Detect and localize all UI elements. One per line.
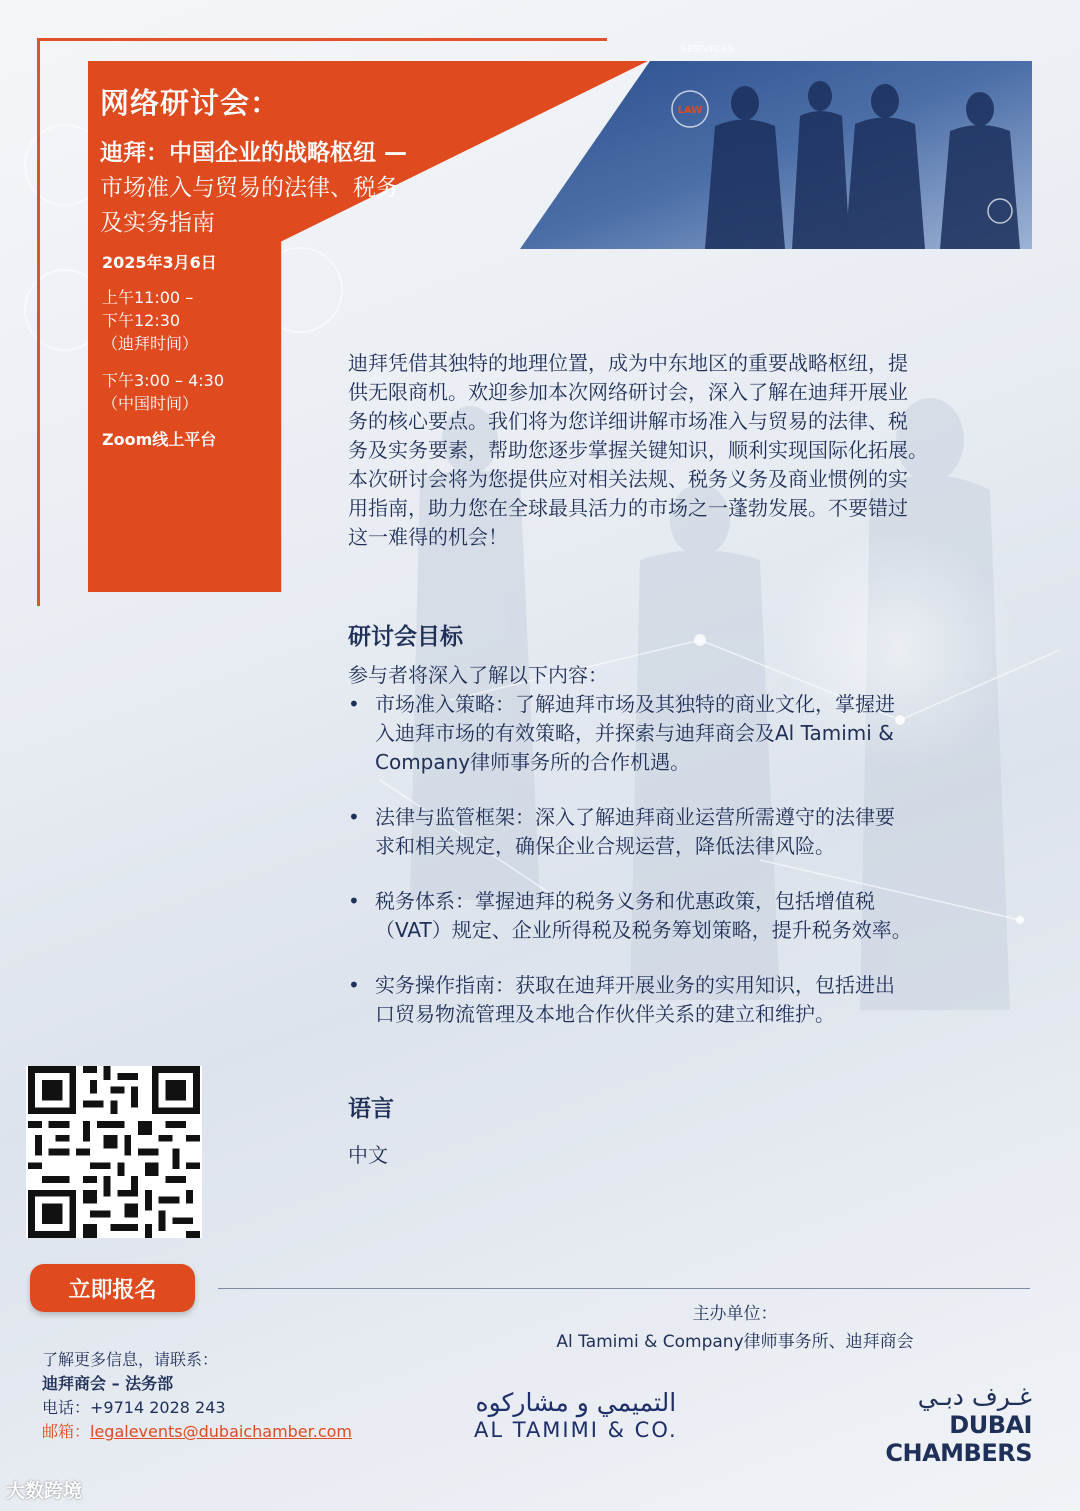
intro-line: 本次研讨会将为您提供应对相关法规、税务义务及商业惯例的实	[348, 467, 908, 491]
objective-text: • 税务体系：掌握迪拜的税务义务和优惠政策，包括增值税	[375, 889, 875, 913]
intro-line: 供无限商机。欢迎参加本次网络研讨会，深入了解在迪拜开展业	[348, 380, 908, 404]
contact-intro: 了解更多信息，请联系：	[42, 1350, 219, 1369]
phone-label: 电话：	[42, 1398, 91, 1417]
intro-line: 迪拜凭借其独特的地理位置，成为中东地区的重要战略枢纽，提	[348, 351, 908, 375]
phone-number[interactable]: +9714 2028 243	[90, 1398, 226, 1417]
objective-text: 求和相关规定，确保企业合规运营，降低法律风险。	[375, 834, 835, 858]
objective-item-legal	[348, 803, 1028, 861]
email-link[interactable]: legalevents@dubaichamber.com	[90, 1422, 353, 1441]
law-badge: LAW	[677, 105, 703, 116]
objective-text: 口贸易物流管理及本地合作伙伴关系的建立和维护。	[375, 1002, 835, 1026]
altamimi-english: AL TAMIMI & CO.	[474, 1418, 678, 1442]
language-heading: 语言	[348, 1096, 394, 1122]
time-dubai-label: （迪拜时间）	[102, 334, 199, 353]
webinar-subtitle-line3: 及实务指南	[100, 210, 215, 236]
event-info	[102, 250, 282, 450]
main-content	[348, 349, 1028, 1055]
objective-text: 入迪拜市场的有效策略，并探索与迪拜商会及Al Tamimi &	[375, 721, 894, 745]
contact-block	[42, 1348, 352, 1444]
objective-item-tax	[348, 887, 1028, 945]
intro-line: 用指南，助力您在全球最具活力的市场之一蓬勃发展。不要错过	[348, 496, 908, 520]
objective-text: • 实务操作指南：获取在迪拜开展业务的实用知识，包括进出	[375, 973, 895, 997]
objective-item-market-entry	[348, 690, 1028, 777]
objective-text: Company律师事务所的合作机遇。	[375, 750, 691, 774]
language-value: 中文	[348, 1143, 388, 1167]
event-platform: Zoom线上平台	[102, 430, 217, 449]
webinar-title: 网络研讨会：	[100, 86, 281, 120]
time-dubai-start: 上午11:00 –	[102, 288, 194, 307]
event-date: 2025年3月6日	[102, 253, 217, 272]
objectives-lead: 参与者将深入了解以下内容：	[348, 663, 608, 687]
webinar-subtitle-line1: 迪拜：中国企业的战略枢纽 —	[100, 140, 408, 166]
contact-phone-row	[42, 1396, 352, 1420]
objective-text: • 市场准入策略：了解迪拜市场及其独特的商业文化，掌握进	[375, 692, 895, 716]
header-block	[100, 81, 407, 241]
organizer-label: 主办单位：	[692, 1304, 778, 1324]
objectives-heading: 研讨会目标	[348, 624, 463, 650]
time-china: 下午3:00 – 4:30	[102, 371, 225, 390]
organizer-block	[500, 1300, 970, 1356]
dubai-chambers-logo	[818, 1383, 1032, 1467]
objective-text: • 法律与监管框架：深入了解迪拜商业运营所需遵守的法律要	[375, 805, 895, 829]
register-now-button[interactable]: 立即报名	[30, 1264, 195, 1312]
intro-line: 务及实务要素，帮助您逐步掌握关键知识，顺利实现国际化拓展。	[348, 438, 928, 462]
intro-paragraph	[348, 349, 1028, 552]
time-dubai-end: 下午12:30	[102, 311, 181, 330]
email-label: 邮箱：	[42, 1422, 91, 1441]
intro-line: 这一难得的机会！	[348, 525, 508, 549]
objectives-list	[348, 690, 1028, 1029]
altamimi-logo	[474, 1388, 678, 1442]
objective-item-practical	[348, 971, 1028, 1029]
contact-department: 迪拜商会 – 法务部	[42, 1374, 174, 1393]
time-china-label: （中国时间）	[102, 394, 199, 413]
contact-email-row	[42, 1420, 352, 1444]
hero-business-photo	[520, 61, 1032, 249]
dubai-chambers-arabic: غـرف دبـي	[917, 1382, 1032, 1411]
services-badge: SERVICES	[680, 44, 735, 55]
footer-divider	[218, 1288, 1030, 1289]
registration-qr-code[interactable]	[26, 1066, 202, 1238]
webinar-subtitle-line2: 市场准入与贸易的法律、税务	[100, 175, 399, 201]
objective-text: （VAT）规定、企业所得税及税务筹划策略，提升税务效率。	[375, 918, 912, 942]
organizer-value: Al Tamimi & Company律师事务所、迪拜商会	[556, 1332, 914, 1352]
language-section	[348, 1090, 394, 1168]
dubai-chambers-english: DUBAI CHAMBERS	[885, 1411, 1032, 1467]
altamimi-arabic: التميمي و مشاركوه	[475, 1388, 677, 1417]
watermark: 大数跨境	[6, 1480, 83, 1502]
intro-line: 务的核心要点。我们将为您详细讲解市场准入与贸易的法律、税	[348, 409, 908, 433]
